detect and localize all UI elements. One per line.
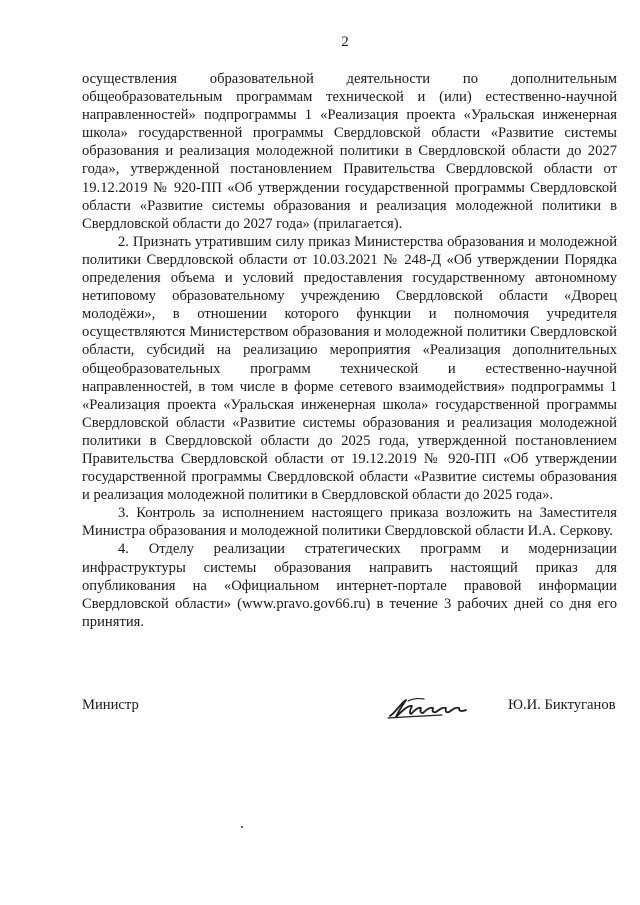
paragraph-item-3: 3. Контроль за исполнением настоящего приказа возложить на Заместителя Министра образования и молодежной политики Свердловской области И.А. Серкову. — [82, 505, 617, 540]
signatory-name: Ю.И. Биктуганов — [508, 697, 616, 713]
paragraph-item-4: 4. Отделу реализации стратегических программ и модернизации инфраструктуры системы образования направить настоящий приказ для опубликования на «Официальном интернет-портале правовой информации Свердловской области» (www.pravo.gov66.ru) в течение 3 рабочих дней со дня его принятия. — [82, 541, 617, 630]
signatory-role: Министр — [82, 697, 139, 713]
paragraph-item-2: 2. Признать утратившим силу приказ Министерства образования и молодежной политики Свердловской области от 10.03.2021 № 248-Д «Об утверждении Порядка определения объема и условий предоставления государственному автономному нетиповому образовательному учреждению Свердловской области «Дворец молодёжи», в отношении которого функции и полномочия учредителя осуществляются Министерством образования и молодежной политики Свердловской области, субсидий на реализацию мероприятия «Реализация дополнительных общеобразовательных программ технической и естественно-научной направленностей, в том числе в форме сетевого взаимодействия» подпрограммы 1 «Реализация проекта «Уральская инженерная школа» государственной программы Свердловской области «Развитие системы образования и реализация молодежной политики в Свердловской области до 2025 года, утвержденной постановлением Правительства Свердловской области от 19.12.2019 № 920-ПП «Об утверждении государственной программы Свердловской области «Развитие системы образования и реализация молодежной политики в Свердловской области до 2025 года». — [82, 233, 617, 504]
page-number: 2 — [341, 34, 349, 50]
handwritten-signature-icon — [382, 694, 482, 722]
stray-mark — [241, 826, 243, 828]
paragraph-continuation: осуществления образовательной деятельности по дополнительным общеобразовательным программам технической и (или) естественно-научной направленностей» подпрограммы 1 «Реализация проекта «Уральская инженерная школа» государственной программы Свердловской области «Развитие системы образования и реализация молодежной политики в Свердловской области до 2027 года», утвержденной постановлением Правительства Свердловской области от 19.12.2019 № 920-ПП «Об утверждении государственной программы Свердловской области «Развитие системы образования и реализация молодежной политики в Свердловской области до 2027 года» (прилагается). — [82, 71, 617, 232]
document-body — [82, 70, 617, 631]
